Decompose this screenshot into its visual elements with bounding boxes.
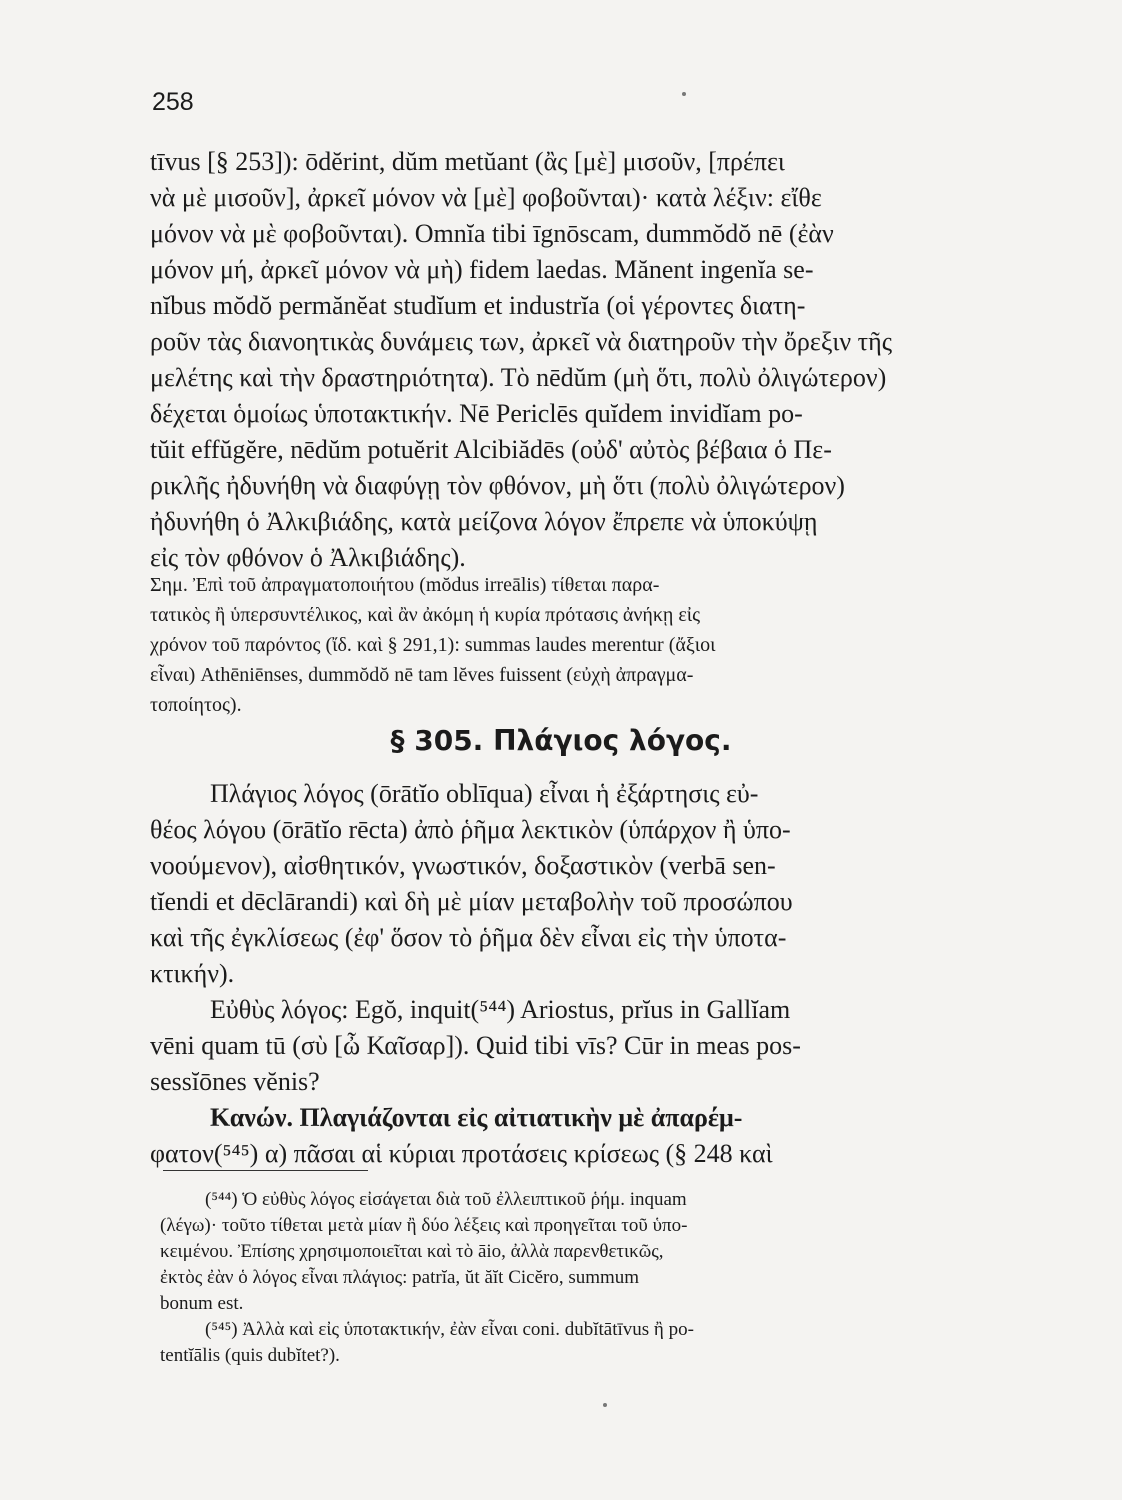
text-line: καὶ τῆς ἐγκλίσεως (ἐφ' ὅσον τὸ ῥῆμα δὲν εἶναι εἰς τὴν ὑποτα- (150, 923, 787, 952)
text-line: εἰς τὸν φθόνον ὁ Ἀλκιβιάδης). (150, 543, 466, 572)
footnote-line: tentĭālis (quis dubĭtet?). (160, 1345, 340, 1366)
text-line: ἠδυνήθη ὁ Ἀλκιβιάδης, κατὰ μείζονα λόγον ἔπρεπε νὰ ὑποκύψῃ (150, 507, 818, 536)
text-line: θέος λόγου (ōrātĭo rēcta) ἀπὸ ῥῆμα λεκτικὸν (ὑπάρχον ἢ ὑπο- (150, 815, 791, 844)
text-line: nĭbus mŏdŏ permănĕat studĭum et industrĭa (οἱ γέροντες διατη- (150, 291, 806, 320)
footnote-line: (⁵⁴⁵) Ἀλλὰ καὶ εἰς ὑποτακτικήν, ἐὰν εἶναι coni. dubĭtātīvus ἢ po- (205, 1319, 694, 1340)
text-line: νοούμενον), αἰσθητικόν, γνωστικόν, δοξαστικὸν (verbā sen- (150, 851, 776, 880)
text-line: μόνον μή, ἀρκεῖ μόνον νὰ μὴ) fidem laedas. Mănent ingenĭa se- (150, 255, 814, 284)
text-line: μελέτης καὶ τὴν δραστηριότητα). Τὸ nēdŭm (μὴ ὅτι, πολὺ ὀλιγώτερον) (150, 363, 887, 392)
text-line: tīvus [§ 253]): ōdĕrint, dŭm metŭant (ἂς [μὲ] μισοῦν, [πρέπει (150, 147, 785, 176)
footnote-line: (⁵⁴⁴) Ὁ εὐθὺς λόγος εἰσάγεται διὰ τοῦ ἐλλειπτικοῦ ῥήμ. inquam (205, 1189, 687, 1210)
text-line: tĭendi et dēclārandi) καὶ δὴ μὲ μίαν μεταβολὴν τοῦ προσώπου (150, 887, 793, 916)
text-line: νὰ μὲ μισοῦν], ἀρκεῖ μόνον νὰ [μὲ] φοβοῦνται)· κατὰ λέξιν: εἴθε (150, 183, 822, 212)
note-line: χρόνον τοῦ παρόντος (ἴδ. καὶ § 291,1): summas laudes merentur (ἄξιοι (150, 634, 716, 656)
footnote-line: ἐκτὸς ἐὰν ὁ λόγος εἶναι πλάγιος: patrĭa, ŭt ăĭt Cicĕro, summum (160, 1267, 640, 1288)
section-heading: § 305. Πλάγιος λόγος. (390, 724, 732, 757)
footnote-divider (163, 1170, 368, 1171)
text-line: κτικήν). (150, 959, 235, 988)
text-line: vēni quam tū (σὺ [ὦ Καῖσαρ]). Quid tibi vīs? Cūr in meas pos- (150, 1031, 801, 1060)
print-speck (682, 92, 686, 96)
note-line: τατικὸς ἢ ὑπερσυντέλικος, καὶ ἂν ἀκόμη ἡ κυρία πρότασις ἀνήκῃ εἰς (150, 604, 701, 626)
note-line: Σημ. Ἐπὶ τοῦ ἀπραγματοποιήτου (mŏdus irreālis) τίθεται παρα- (150, 574, 660, 596)
footnote-line: κειμένου. Ἐπίσης χρησιμοποιεῖται καὶ τὸ āio, ἀλλὰ παρενθετικῶς, (160, 1241, 664, 1262)
footnote-line: bonum est. (160, 1293, 244, 1314)
footnote-line: (λέγω)· τοῦτο τίθεται μετὰ μίαν ἢ δύο λέξεις καὶ προηγεῖται τοῦ ὑπο- (160, 1215, 688, 1236)
text-line: Εὐθὺς λόγος: Egŏ, inquit(⁵⁴⁴) Ariostus, prĭus in Gallĭam (210, 995, 791, 1024)
note-line: εἶναι) Athēniēnses, dummŏdŏ nē tam lĕves fuissent (εὐχὴ ἀπραγμα- (150, 664, 694, 686)
print-speck (603, 1403, 607, 1407)
text-line: ρικλῆς ἠδυνήθη νὰ διαφύγῃ τὸν φθόνον, μὴ ὅτι (πολὺ ὀλιγώτερον) (150, 471, 845, 500)
text-line: δέχεται ὁμοίως ὑποτακτικήν. Nē Periclēs quĭdem invidĭam po- (150, 399, 803, 428)
text-line: sessĭōnes vĕnis? (150, 1067, 320, 1096)
note-line: τοποίητος). (150, 694, 242, 716)
text-line: φατον(⁵⁴⁵) α) πᾶσαι αἱ κύριαι προτάσεις κρίσεως (§ 248 καὶ (150, 1139, 773, 1168)
text-line: Πλάγιος λόγος (ōrātĭo oblīqua) εἶναι ἡ ἐξάρτησις εὐ- (210, 779, 759, 808)
text-line: tŭit effŭgĕre, nēdŭm potuĕrit Alcibiădēs (οὐδ' αὐτὸς βέβαια ὁ Πε- (150, 435, 832, 464)
rule-line: Κανών. Πλαγιάζονται εἰς αἰτιατικὴν μὲ ἀπαρέμ- (210, 1103, 743, 1132)
text-line: ροῦν τὰς διανοητικὰς δυνάμεις των, ἀρκεῖ νὰ διατηροῦν τὴν ὄρεξιν τῆς (150, 327, 893, 356)
page-number: 258 (152, 88, 194, 116)
text-line: μόνον νὰ μὲ φοβοῦνται). Omnĭa tibi īgnōscam, dummŏdŏ nē (ἐὰν (150, 219, 834, 248)
